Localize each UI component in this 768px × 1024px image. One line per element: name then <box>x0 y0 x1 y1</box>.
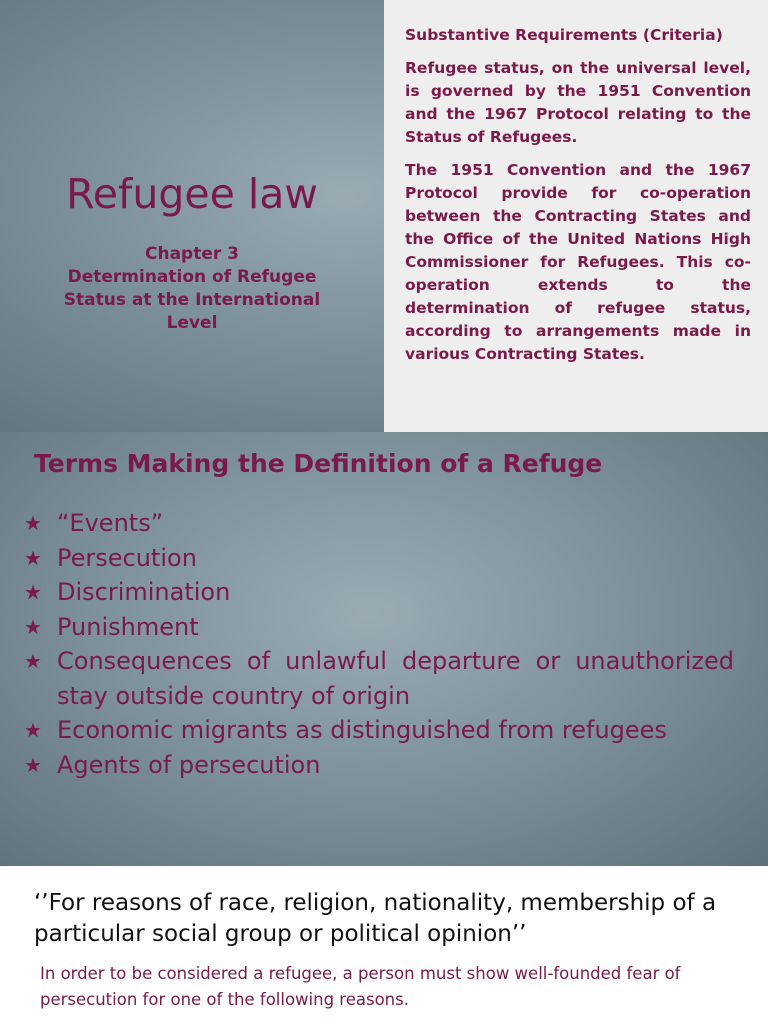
requirements-panel <box>384 0 768 432</box>
slide-title <box>0 0 768 432</box>
subtitle-line: Status at the International <box>63 290 321 310</box>
subtitle-line: Level <box>166 313 218 333</box>
list-item <box>24 644 734 713</box>
star-icon: ★ <box>24 718 42 742</box>
list-item <box>24 610 734 645</box>
list-item <box>24 506 734 541</box>
subtitle-line: Determination of Refugee <box>67 267 317 287</box>
star-icon: ★ <box>24 511 42 535</box>
list-item <box>24 748 734 783</box>
list-item-text: Discrimination <box>57 578 231 606</box>
subtitle-line: Chapter 3 <box>144 244 239 264</box>
chapter-subtitle <box>30 243 354 335</box>
terms-title: Terms Making the Definition of a Refuge <box>34 449 603 478</box>
terms-list <box>24 506 734 782</box>
reasons-quote: ‘’For reasons of race, religion, nationality, membership of a particular social group or political opinion’’ <box>34 890 717 947</box>
list-item <box>24 713 734 748</box>
slide-terms <box>0 432 768 866</box>
slide-reasons <box>0 866 768 1024</box>
list-item-text: Agents of persecution <box>57 750 321 779</box>
panel-paragraph: Refugee status, on the universal level, is governed by the 1951 Convention and the 1967 Protocol relating to the Status of Refugees. <box>405 59 751 146</box>
list-item <box>24 541 734 576</box>
star-icon: ★ <box>24 614 42 639</box>
reasons-note: In order to be considered a refugee, a person must show well-founded fear of persecution for one of the following reasons. <box>40 964 681 1009</box>
star-icon: ★ <box>24 580 42 604</box>
list-item-text: “Events” <box>57 509 164 537</box>
presentation-title: Refugee law <box>66 170 318 218</box>
panel-paragraph: The 1951 Convention and the 1967 Protocol provide for co-operation between the Contracting States and the Office of the United Nations High Commissioner for Refugees. This co-operation extends to the determination of refugee status, according to arrangements made in various Contracting States. <box>405 161 751 363</box>
list-item-text: Consequences of unlawful departure or unauthorized stay outside country of origin <box>57 647 734 710</box>
star-icon: ★ <box>24 649 42 673</box>
star-icon: ★ <box>24 545 42 570</box>
panel-heading: Substantive Requirements (Criteria) <box>405 26 723 44</box>
list-item-text: Punishment <box>57 612 199 641</box>
list-item-text: Economic migrants as distinguished from refugees <box>57 716 667 744</box>
list-item-text: Persecution <box>57 543 197 572</box>
star-icon: ★ <box>24 752 42 777</box>
list-item <box>24 575 734 610</box>
